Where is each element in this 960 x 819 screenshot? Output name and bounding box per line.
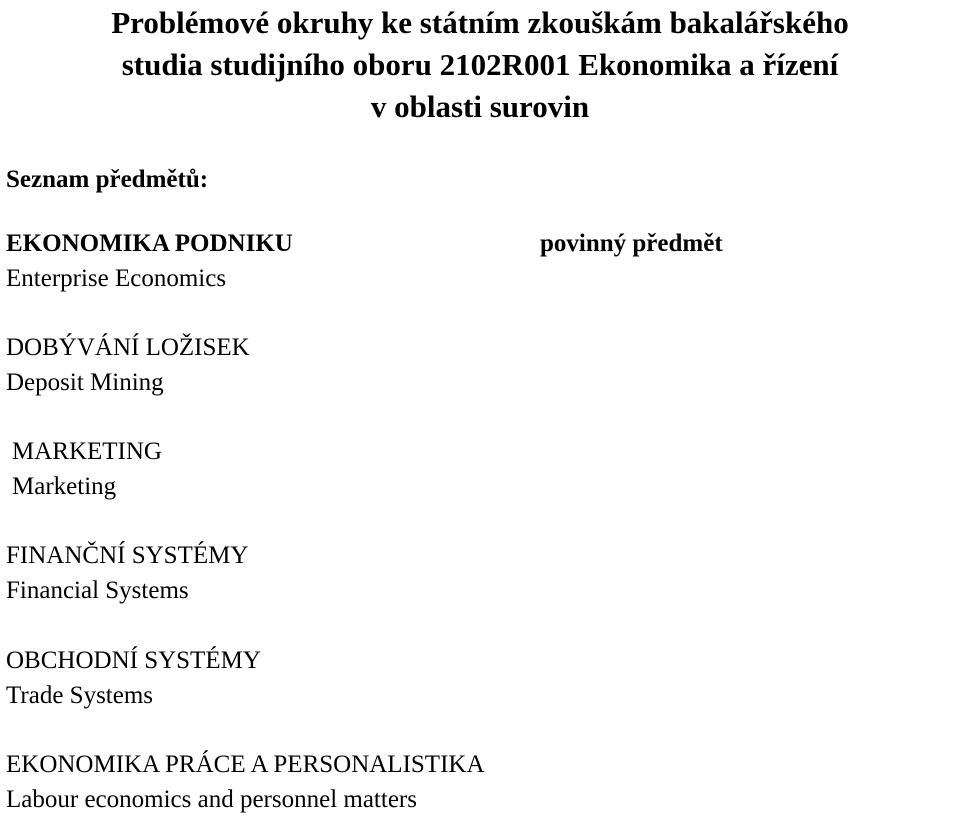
subject-name-en: Financial Systems	[6, 577, 189, 604]
subject-name-cz: EKONOMIKA PODNIKU	[6, 230, 293, 257]
subject-enterprise-economics	[6, 226, 293, 296]
subject-name-en: Labour economics and personnel matters	[6, 786, 417, 813]
subject-name-cz: DOBÝVÁNÍ LOŽISEK	[6, 334, 250, 361]
subject-labour-economics	[6, 747, 485, 817]
title-line-2: studia studijního oboru 2102R001 Ekonomika a řízení	[121, 47, 839, 82]
subject-name-cz: MARKETING	[12, 438, 162, 465]
subject-name-en: Deposit Mining	[6, 369, 164, 396]
title-line-3: v oblasti surovin	[370, 89, 590, 124]
mandatory-subject-label: povinný předmět	[540, 230, 723, 257]
subject-financial-systems	[6, 538, 248, 608]
subject-name-cz: OBCHODNÍ SYSTÉMY	[6, 647, 261, 674]
subject-marketing	[12, 434, 162, 504]
subject-name-en: Marketing	[12, 473, 117, 500]
subject-list-heading: Seznam předmětů:	[6, 166, 209, 193]
subject-trade-systems	[6, 643, 261, 713]
document-title	[0, 2, 960, 128]
subject-name-cz: FINANČNÍ SYSTÉMY	[6, 542, 249, 569]
subject-name-cz: EKONOMIKA PRÁCE A PERSONALISTIKA	[6, 751, 485, 778]
subject-name-en: Enterprise Economics	[6, 265, 227, 292]
title-line-1: Problémové okruhy ke státním zkouškám bakalářského	[111, 5, 849, 40]
subject-name-en: Trade Systems	[6, 682, 154, 709]
subject-deposit-mining	[6, 330, 250, 400]
